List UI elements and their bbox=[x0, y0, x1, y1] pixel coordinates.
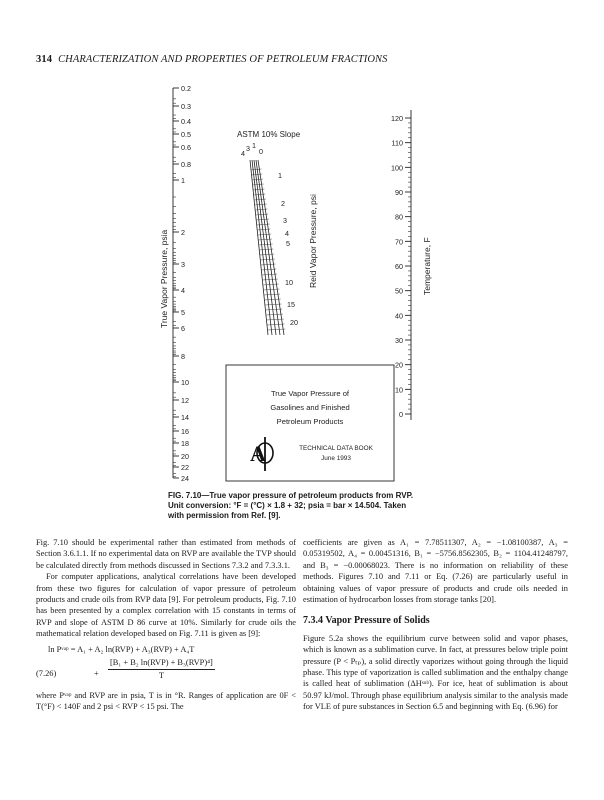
slope-tick-label: 1 bbox=[252, 141, 256, 150]
right-tick-label: 10 bbox=[395, 385, 403, 395]
api-logo-icon bbox=[250, 437, 273, 471]
slope-tick-label: 0 bbox=[259, 147, 263, 156]
right-tick-label: 80 bbox=[395, 212, 403, 222]
rvp-tick-label: 10 bbox=[285, 278, 293, 287]
left-tick-label: 24 bbox=[181, 474, 189, 483]
right-tick-label: 0 bbox=[399, 410, 403, 419]
equation-line-1: ln Pᵛᵃᵖ = A₁ + A₂ ln(RVP) + A₃(RVP) + A₄T bbox=[48, 644, 195, 654]
rvp-tick-label: 3 bbox=[283, 216, 287, 225]
equation-numerator: [B₁ + B₂ ln(RVP) + B₃(RVP)⁴] bbox=[108, 657, 215, 670]
caption-line-3: with permission from Ref. [9]. bbox=[168, 511, 281, 520]
left-paragraph-2: For computer applications, analytical correlations have been developed from these two figures for calculation of vapor pressure of petroleum products and crude oils from RVP data [9]. For petroleum products, Fig. 7.10 has been presented by a complex correlation with 15 constants in terms of RVP and slope of ASTM D 86 curve at 10%. Similarly for crude oils the mathematical relation developed based on Fig. 7.11 is given as [9]: bbox=[36, 572, 296, 639]
left-tick-label: 12 bbox=[181, 396, 189, 405]
equation-denominator: T bbox=[158, 671, 164, 681]
right-tick-label: 90 bbox=[395, 188, 403, 197]
right-tick-label: 120 bbox=[391, 114, 403, 123]
book-line-2: June 1993 bbox=[321, 455, 351, 462]
slope-line-fan bbox=[250, 160, 285, 335]
figure-caption bbox=[168, 491, 468, 521]
left-tick-label: 0.6 bbox=[181, 143, 191, 152]
right-paragraph-1: coefficients are given as A₁ = 7.78511307, A₂ = −1.08100387, A₃ = 0.05319502, A₄ = 0.00451316, B₁ = −5756.8562305, B₂ = 1104.41248797, and B₃ = −0.00068023. There is no information on reliability of these methods. Figures 7.10 and 7.11 or Eq. (7.26) are particularly useful in obtaining values of vapor pressure of products and crude oils needed in estimation of hydrocarbon losses from storage tanks [20]. bbox=[303, 538, 568, 605]
page-number: 314 bbox=[36, 54, 53, 65]
slope-line bbox=[256, 160, 280, 335]
left-paragraph-3: where Pᵛᵃᵖ and RVP are in psia, T is in °R. Ranges of application are 0F < T(°F) < 140F and 2 psi < RVP < 15 psi. The bbox=[36, 690, 296, 712]
box-title-line-1: True Vapor Pressure of bbox=[270, 389, 350, 398]
left-tick-label: 8 bbox=[181, 352, 185, 361]
fan-cross-tick bbox=[266, 319, 283, 320]
caption-line-2: Unit conversion: °F = (°C) × 1.8 + 32; psia = bar × 14.504. Taken bbox=[168, 501, 407, 510]
rvp-tick-label: 1 bbox=[278, 171, 282, 180]
book-line-1: TECHNICAL DATA BOOK bbox=[299, 445, 373, 452]
running-title: CHARACTERIZATION AND PROPERTIES OF PETROLEUM FRACTIONS bbox=[58, 54, 388, 65]
slope-tick-labels bbox=[241, 141, 263, 158]
section-title: 7.3.4 Vapor Pressure of Solids bbox=[303, 615, 430, 627]
left-tick-label: 0.2 bbox=[181, 84, 191, 93]
left-paragraph-1: Fig. 7.10 should be experimental rather than estimated from methods of Section 3.6.1.1. If no experimental data on RVP are available the TVP should be calculated directly from methods discussed in Sections 7.3.2 and 7.3.3.1. bbox=[36, 538, 296, 570]
right-tick-label: 30 bbox=[395, 336, 403, 345]
left-tick-label: 5 bbox=[181, 308, 185, 317]
left-tick-label: 4 bbox=[181, 286, 185, 295]
equation-7-26 bbox=[36, 644, 296, 688]
rvp-tick-labels bbox=[278, 171, 298, 327]
left-tick-label: 20 bbox=[181, 452, 189, 461]
box-title-line-2: Gasolines and Finished bbox=[270, 403, 350, 412]
left-tick-label: 18 bbox=[181, 439, 189, 448]
left-axis-title: True Vapor Pressure, psia bbox=[159, 229, 169, 328]
right-tick-label: 40 bbox=[395, 311, 403, 321]
right-column bbox=[303, 537, 568, 713]
box-title-line-3: Petroleum Products bbox=[276, 417, 344, 426]
slope-tick-label: 4 bbox=[241, 149, 245, 158]
left-tick-label: 22 bbox=[181, 463, 189, 472]
fan-cross-tick bbox=[265, 304, 282, 305]
left-tick-label: 10 bbox=[181, 378, 189, 387]
rvp-tick-label: 15 bbox=[287, 300, 295, 309]
fan-cross-tick bbox=[267, 329, 285, 330]
fan-cross-tick bbox=[252, 174, 263, 175]
fan-cross-tick bbox=[267, 324, 285, 325]
left-tick-label: 2 bbox=[181, 228, 185, 237]
left-tick-label: 6 bbox=[181, 324, 185, 333]
right-tick-label: 60 bbox=[395, 262, 403, 271]
right-tick-label: 70 bbox=[395, 237, 403, 247]
left-tick-label: 14 bbox=[181, 413, 189, 422]
left-tick-label: 16 bbox=[181, 427, 189, 436]
left-tick-label: 3 bbox=[181, 260, 185, 269]
fan-cross-tick bbox=[266, 314, 283, 315]
fan-cross-tick bbox=[251, 169, 261, 170]
fan-cross-tick bbox=[265, 309, 282, 310]
right-axis-title: Temperature, F bbox=[422, 237, 432, 295]
mid-axis-title: Reid Vapor Pressure, psi bbox=[308, 194, 318, 288]
svg-text:A: A bbox=[250, 441, 266, 466]
left-tick-label: 0.3 bbox=[181, 102, 191, 111]
left-tick-label: 0.5 bbox=[181, 130, 191, 139]
right-tick-label: 110 bbox=[391, 138, 403, 148]
right-tick-label: 50 bbox=[395, 286, 403, 296]
slope-title: ASTM 10% Slope bbox=[237, 130, 301, 139]
left-tick-label: 1 bbox=[181, 176, 185, 185]
left-column bbox=[36, 537, 296, 712]
rvp-tick-label: 4 bbox=[285, 229, 289, 238]
equation-number: (7.26) bbox=[36, 668, 57, 678]
right-paragraph-2: Figure 5.2a shows the equilibrium curve between solid and vapor phases, which is known as a sublimation curve. In fact, at pressures below triple point pressure (P < Pₜₚ), a solid directly vaporizes without going through the liquid phase. This type of vaporization is called sublimation and the enthalpy change is called heat of sublimation (ΔHˢᵘᵇ). For ice, heat of sublimation is about 50.97 kJ/mol. Through phase equilibrium analysis similar to the analysis made for VLE of pure substances in Section 6.5 and beginning with Eq. (6.96) for bbox=[303, 633, 568, 712]
rvp-tick-label: 5 bbox=[286, 239, 290, 248]
rvp-tick-label: 20 bbox=[290, 318, 298, 327]
equation-fraction bbox=[108, 657, 215, 682]
right-tick-label: 100 bbox=[391, 163, 403, 173]
left-tick-label: 0.4 bbox=[181, 117, 191, 126]
equation-plus: + bbox=[94, 668, 99, 678]
caption-line-1: FIG. 7.10—True vapor pressure of petroleum products from RVP. bbox=[168, 491, 414, 500]
right-tick-label: 20 bbox=[395, 360, 403, 370]
left-axis-ticks bbox=[173, 84, 191, 483]
rvp-tick-label: 2 bbox=[281, 199, 285, 208]
left-tick-label: 0.8 bbox=[181, 160, 191, 169]
slope-tick-label: 3 bbox=[246, 144, 250, 153]
